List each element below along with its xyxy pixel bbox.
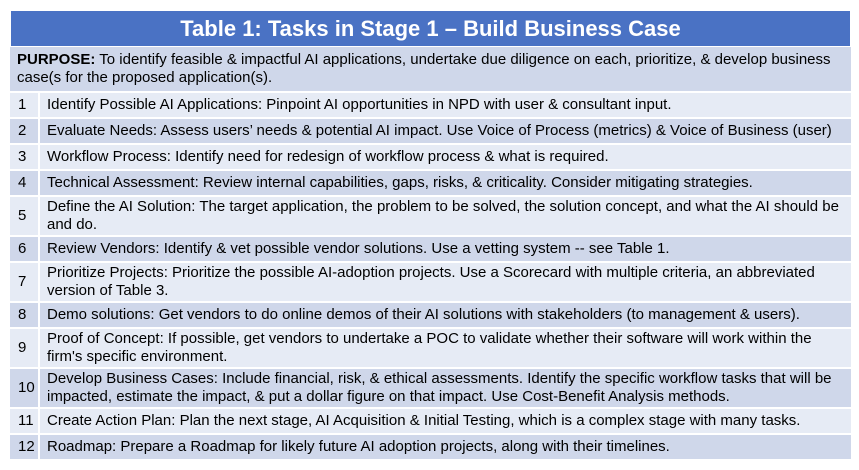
row-number: 10 — [10, 369, 40, 407]
row-text: Identify Possible AI Applications: Pinpoint AI opportunities in NPD with user & consultant input. — [47, 96, 672, 113]
table-row — [10, 237, 851, 263]
row-number: 12 — [10, 435, 40, 459]
row-text: Create Action Plan: Plan the next stage, AI Acquisition & Initial Testing, which is a complex stage with many tasks. — [47, 412, 801, 429]
row-number: 1 — [10, 93, 40, 117]
row-number: 5 — [10, 197, 40, 235]
row-text: Prioritize Projects: Prioritize the possible AI-adoption projects. Use a Scorecard with multiple criteria, an abbreviated version of Table 3. — [47, 264, 815, 299]
table-row — [10, 197, 851, 237]
row-number: 4 — [10, 171, 40, 195]
row-number: 11 — [10, 409, 40, 433]
purpose-label: PURPOSE: — [17, 51, 96, 68]
table-row — [10, 435, 851, 461]
row-text: Define the AI Solution: The target application, the problem to be solved, the solution concept, and what the AI should be and do. — [47, 198, 839, 233]
table-row — [10, 329, 851, 369]
row-number: 9 — [10, 329, 40, 367]
row-number: 7 — [10, 263, 40, 301]
table-row — [10, 171, 851, 197]
row-text: Develop Business Cases: Include financial, risk, & ethical assessments. Identify the specific workflow tasks that will be impacted, estimate the impact, & put a dollar figure on that impact. Use Cost-Benefit Analysis methods. — [47, 370, 832, 405]
row-number: 8 — [10, 303, 40, 327]
table-title: Table 1: Tasks in Stage 1 – Build Business Case — [10, 10, 851, 47]
purpose-row — [10, 47, 851, 93]
table-row — [10, 145, 851, 171]
row-text: Review Vendors: Identify & vet possible vendor solutions. Use a vetting system -- see Table 1. — [47, 240, 670, 257]
row-text: Roadmap: Prepare a Roadmap for likely future AI adoption projects, along with their timelines. — [47, 438, 670, 455]
purpose-text: To identify feasible & impactful AI applications, undertake due diligence on each, prioritize, & develop business case(s for the proposed application(s). — [17, 51, 831, 86]
row-text: Technical Assessment: Review internal capabilities, gaps, risks, & criticality. Consider mitigating strategies. — [47, 174, 753, 191]
row-text: Workflow Process: Identify need for redesign of workflow process & what is required. — [47, 148, 609, 165]
row-text: Proof of Concept: If possible, get vendors to undertake a POC to validate whether their software will work within the firm's specific environment. — [47, 330, 812, 365]
row-text: Evaluate Needs: Assess users’ needs & potential AI impact. Use Voice of Process (metrics) & Voice of Business (user) — [47, 122, 832, 139]
row-number: 6 — [10, 237, 40, 261]
table-row — [10, 303, 851, 329]
tasks-table — [10, 10, 851, 461]
table-row — [10, 93, 851, 119]
row-number: 3 — [10, 145, 40, 169]
row-number: 2 — [10, 119, 40, 143]
table-row — [10, 119, 851, 145]
table-row — [10, 409, 851, 435]
row-text: Demo solutions: Get vendors to do online demos of their AI solutions with stakeholders (to management & users). — [47, 306, 800, 323]
table-row — [10, 263, 851, 303]
table-row — [10, 369, 851, 409]
